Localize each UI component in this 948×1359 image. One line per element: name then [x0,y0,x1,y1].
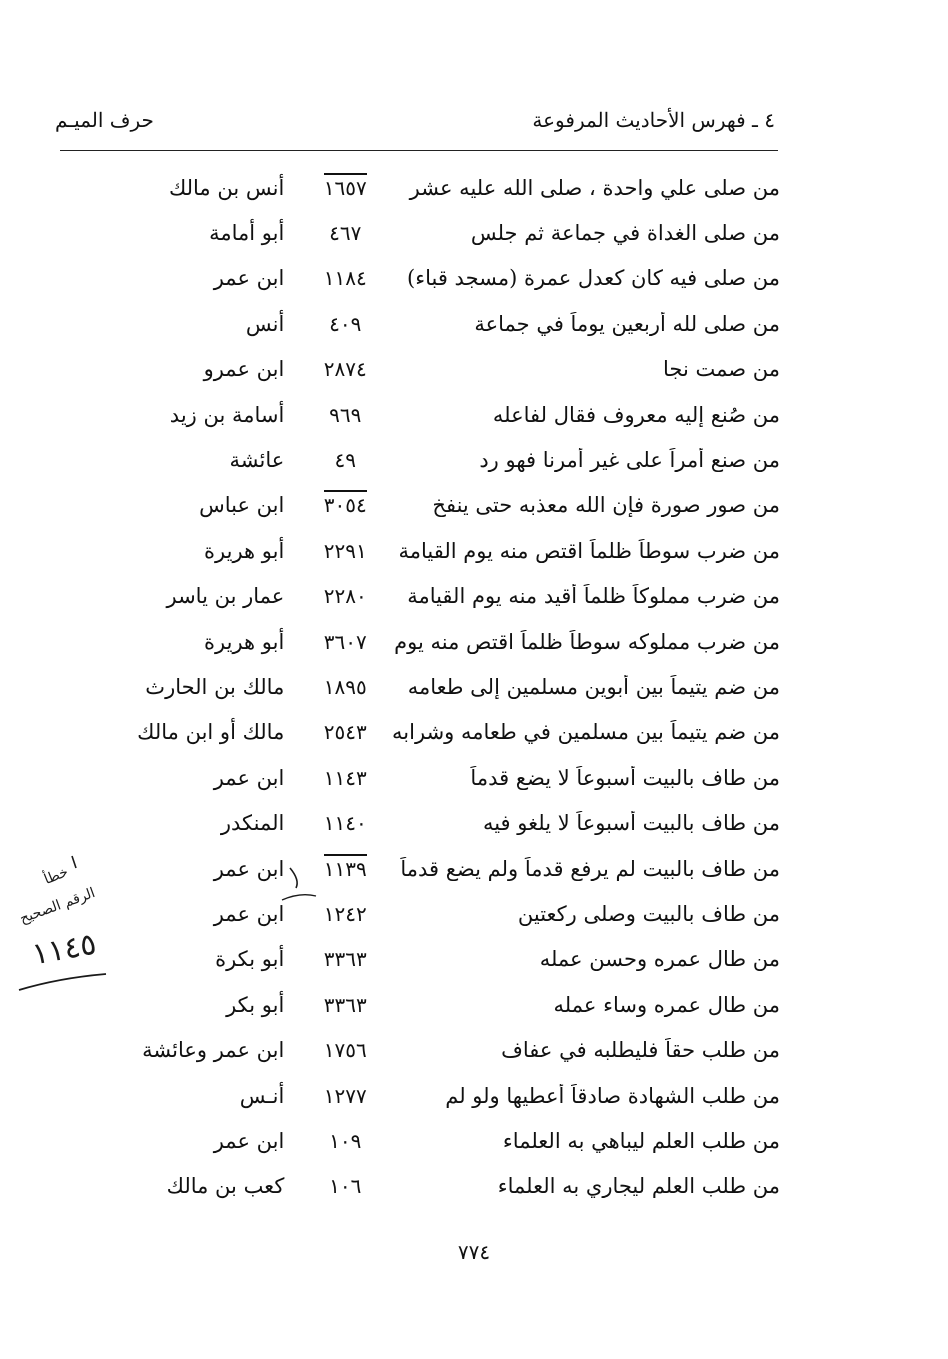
index-row [40,664,780,709]
hadith-number [304,1129,386,1153]
index-row [40,1118,780,1163]
page-number: ٧٧٤ [457,1240,491,1264]
handwritten-correct-number: ١١٤٥ [29,926,100,973]
hadith-text: من ضرب مملوكه سوطاً ظلماً اقتص منه يوم [394,629,780,654]
hadith-number [304,221,386,245]
narrator: أنـس [239,1083,285,1108]
hadith-text: من صلى لله أربعين يوماً في جماعة [474,311,780,336]
narrator: ابن عباس [199,493,285,518]
narrator: عمار بن ياسر [166,584,285,609]
hadith-text: من صلى فيه كان كعدل عمرة (مسجد قباء) [407,266,780,291]
hadith-text: من طاف بالبيت وصلى ركعتين [517,901,780,926]
handwritten-strokes [14,850,124,1000]
hadith-text: من ضم يتيماً بين أبوين مسلمين إلى طعامه [407,674,780,699]
index-row [40,1027,780,1072]
index-row [40,256,780,301]
index-row [40,528,780,573]
narrator: ابن عمرو [203,357,285,382]
narrator: ابن عمر وعائشة [142,1038,285,1063]
hadith-text: من طلب العلم ليجاري به العلماء [497,1174,780,1199]
hadith-text: من صلى علي واحدة ، صلى الله عليه عشر [409,175,780,200]
narrator: أسامة بن زيد [169,402,285,427]
hadith-number [304,766,386,790]
narrator: أنس بن مالك [168,175,285,200]
hadith-number-value: ١٦٥٧ [324,173,367,200]
hadith-text: من ضم يتيماً بين مسلمين في طعامه وشرابه [392,720,780,745]
index-row [40,755,780,800]
narrator: أبو بكرة [215,947,285,972]
hadith-text: من ضرب مملوكاً ظلماً أقيد منه يوم القيامة [407,584,780,609]
narrator: المنكدر [220,811,285,836]
index-row [40,483,780,528]
hadith-number-value: ١١٤٣ [323,765,367,790]
narrator: ابن عمر [213,1128,285,1153]
hadith-number [304,1174,386,1198]
hadith-number-value: ١١٤٠ [323,811,367,836]
hadith-text: من طاف بالبيت لم يرفع قدماً ولم يضع قدماً [400,856,780,881]
index-row [40,891,780,936]
hadith-number-value: ٣٣٦٣ [323,947,367,972]
hadith-number [304,584,386,608]
hadith-number [304,947,386,971]
hadith-text: من صلى الغداة في جماعة ثم جلس [470,221,780,246]
hadith-number-value: ٢٢٩١ [323,538,367,563]
index-row [40,1073,780,1118]
hadith-number-value: ١١٨٤ [323,266,367,291]
hadith-number [304,1084,386,1108]
hadith-number [304,1038,386,1062]
hadith-number [304,493,386,517]
handwritten-error-label: خطأ [41,864,71,888]
hadith-number [304,448,386,472]
hadith-number-value: ١٠٦ [329,1174,362,1199]
running-head [55,108,775,142]
hadith-number-value: ١٢٧٧ [323,1083,367,1108]
header-rule [60,150,778,151]
narrator: أبو هريرة [204,538,285,563]
hadith-number-value: ٢٢٨٠ [323,584,367,609]
hadith-index-list [40,165,780,1209]
hadith-text: من صنع أمراً على غير أمرنا فهو رد [479,448,780,473]
hadith-number [304,357,386,381]
narrator: عائشة [229,448,285,473]
hadith-number-value: ٤٠٩ [329,311,362,336]
hadith-number [304,720,386,744]
index-row [40,1164,780,1209]
hadith-text: من طال عمره وحسن عمله [539,947,780,972]
index-row [40,619,780,664]
narrator: أبو أمامة [209,221,285,246]
hadith-number-value: ١٨٩٥ [323,674,367,699]
hadith-number [304,539,386,563]
hadith-number-value: ٢٨٧٤ [323,357,367,382]
hadith-text: من صمت نجا [663,357,780,382]
index-row [40,210,780,255]
index-row [40,710,780,755]
index-row [40,800,780,845]
hadith-text: من صُنع إليه معروف فقال لفاعله [492,402,780,427]
hadith-text: من طلب حقاً فليطلبه في عفاف [501,1038,780,1063]
hadith-number [304,312,386,336]
handwritten-correction [14,850,124,1000]
narrator: ابن عمر [213,856,285,881]
hadith-number-value: ٤٦٧ [329,221,362,246]
index-row [40,982,780,1027]
hadith-text: من صور صورة فإن الله معذبه حتى ينفخ [432,493,780,518]
hadith-number [304,902,386,926]
hadith-number-value: ٣٦٠٧ [323,629,367,654]
index-row [40,846,780,891]
hadith-text: من ضرب سوطاً ظلماً اقتص منه يوم القيامة [398,538,780,563]
narrator: ابن عمر [213,266,285,291]
hadith-number-value: ١٠٩ [329,1128,362,1153]
hadith-number [304,403,386,427]
hadith-number [304,993,386,1017]
index-row [40,347,780,392]
running-head-section: حرف الميـم [55,108,154,132]
index-row [40,437,780,482]
narrator: أبو هريرة [204,629,285,654]
hadith-text: من طال عمره وساء عمله [553,992,780,1017]
handwritten-correct-label: الرقم الصحيح [17,884,98,928]
hadith-text: من طاف بالبيت أسبوعاً لا يضع قدماً [470,765,780,790]
index-row [40,392,780,437]
hadith-number [304,630,386,654]
index-row [40,574,780,619]
hadith-text: من طاف بالبيت أسبوعاً لا يلغو فيه [482,811,780,836]
hadith-number [304,811,386,835]
narrator: ابن عمر [213,765,285,790]
narrator: مالك بن الحارث [145,674,285,699]
hadith-number-value: ١٧٥٦ [323,1038,367,1063]
narrator: أبو بكر [226,992,285,1017]
running-head-title: ٤ ـ فهرس الأحاديث المرفوعة [532,108,775,132]
hadith-number [304,675,386,699]
hadith-number-value: ١٢٤٢ [323,901,367,926]
index-row [40,301,780,346]
narrator: كعب بن مالك [166,1174,285,1199]
narrator: أنس [245,311,285,336]
hadith-number [304,857,386,881]
hadith-text: من طلب العلم ليباهي به العلماء [502,1128,780,1153]
narrator: مالك أو ابن مالك [137,720,285,745]
index-row [40,937,780,982]
hadith-number-value: ٣٣٦٣ [323,992,367,1017]
hadith-number-value: ١١٣٩ [324,854,367,881]
hadith-number-value: ٩٦٩ [329,402,362,427]
hadith-number-value: ٣٠٥٤ [324,490,367,517]
index-row [40,165,780,210]
hadith-number-value: ٤٩ [334,448,356,473]
hadith-number [304,266,386,290]
narrator: ابن عمر [213,901,285,926]
hadith-number-value: ٢٥٤٣ [323,720,367,745]
hadith-number [304,176,386,200]
hadith-text: من طلب الشهادة صادقاً أعطيها ولو لم [445,1083,780,1108]
